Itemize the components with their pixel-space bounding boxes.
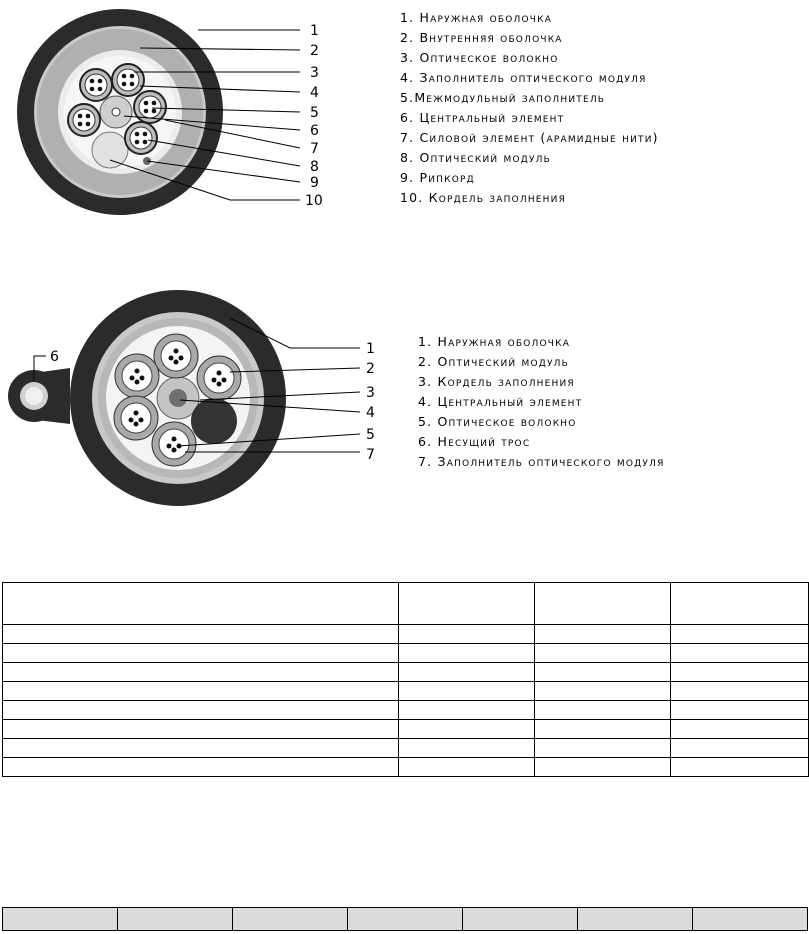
callout-9: 9 bbox=[310, 175, 319, 191]
legend-diagram-2 bbox=[418, 332, 665, 472]
header-strip-table bbox=[2, 907, 808, 931]
callout-10: 10 bbox=[305, 193, 323, 209]
table-row bbox=[3, 644, 809, 663]
legend-item: 2. Оптический модуль bbox=[418, 354, 570, 369]
callout-7: 7 bbox=[366, 447, 375, 463]
legend-item: 10. Кордель заполнения bbox=[400, 190, 567, 205]
callout-2: 2 bbox=[366, 361, 375, 377]
legend-item: 1. Наружная оболочка bbox=[418, 334, 571, 349]
table-cell bbox=[399, 583, 535, 625]
legend-item: 6. Несущий трос bbox=[418, 434, 531, 449]
callout-4: 4 bbox=[310, 85, 319, 101]
table-row bbox=[3, 908, 808, 931]
table-row bbox=[3, 720, 809, 739]
table-header-row bbox=[3, 583, 809, 625]
legend-item: 4. Заполнитель оптического модуля bbox=[400, 70, 647, 85]
callout-3: 3 bbox=[310, 65, 319, 81]
callout-2: 2 bbox=[310, 43, 319, 59]
table-row bbox=[3, 739, 809, 758]
table-row bbox=[3, 682, 809, 701]
legend-item: 7. Силовой элемент (арамидные нити) bbox=[400, 130, 659, 145]
legend-item: 1. Наружная оболочка bbox=[400, 10, 553, 25]
table-row bbox=[3, 701, 809, 720]
legend-item: 3. Кордель заполнения bbox=[418, 374, 575, 389]
table-row bbox=[3, 663, 809, 682]
callout-6: 6 bbox=[50, 349, 59, 365]
callout-1: 1 bbox=[366, 341, 375, 357]
legend-item: 7. Заполнитель оптического модуля bbox=[418, 454, 665, 469]
callout-5: 5 bbox=[310, 105, 319, 121]
legend-item: 8. Оптический модуль bbox=[400, 150, 552, 165]
legend-item: 6. Центральный элемент bbox=[400, 110, 565, 125]
legend-item: 4. Центральный элемент bbox=[418, 394, 583, 409]
legend-item: 5. Оптическое волокно bbox=[418, 414, 577, 429]
callout-8: 8 bbox=[310, 159, 319, 175]
legend-item: 2. Внутренняя оболочка bbox=[400, 30, 563, 45]
legend-item: 9. Рипкорд bbox=[400, 170, 475, 185]
legend-item: 3. Оптическое волокно bbox=[400, 50, 559, 65]
callout-1: 1 bbox=[310, 23, 319, 39]
spec-table bbox=[2, 582, 809, 777]
table-cell bbox=[3, 583, 399, 625]
cable-diagram-2 bbox=[0, 280, 809, 520]
table-cell bbox=[535, 583, 671, 625]
callout-7: 7 bbox=[310, 141, 319, 157]
table-cell bbox=[671, 583, 809, 625]
callout-3: 3 bbox=[366, 385, 375, 401]
callout-4: 4 bbox=[366, 405, 375, 421]
legend-item: 5.Межмодульный заполнитель bbox=[400, 90, 606, 105]
table-row bbox=[3, 625, 809, 644]
table-row bbox=[3, 758, 809, 777]
callout-5: 5 bbox=[366, 427, 375, 443]
legend-diagram-1 bbox=[400, 8, 659, 208]
callout-6: 6 bbox=[310, 123, 319, 139]
